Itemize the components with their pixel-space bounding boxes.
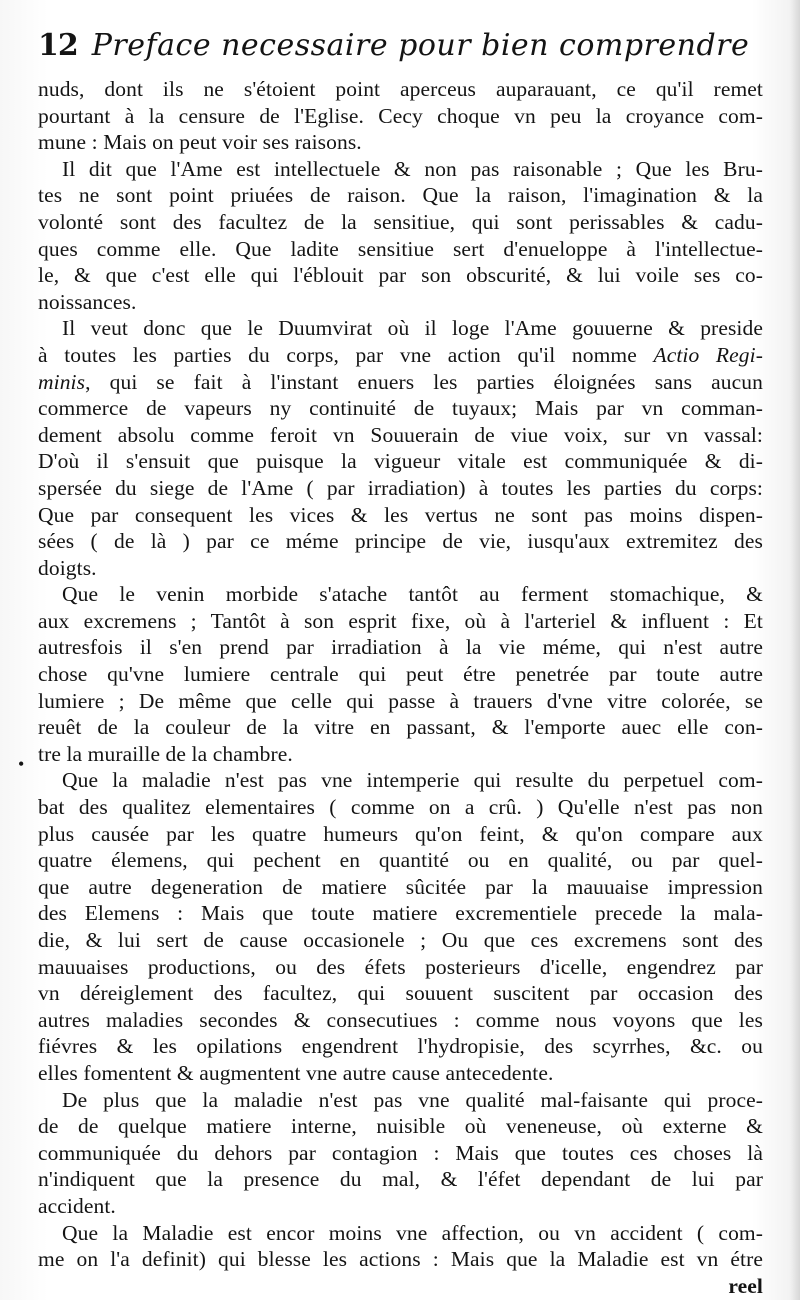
text-line: elles fomentent & augmentent vne autre cause antecedente. — [38, 1060, 554, 1085]
text-line: n'indiquent que la presence du mal, & l'éfet dependant de lui par — [38, 1167, 763, 1192]
text-line: aux excremens ; Tantôt à son esprit fixe, où à l'arteriel & influent : Et — [38, 608, 763, 633]
text-line: reuêt de la couleur de la vitre en passant, & l'emporte auec elle con- — [38, 715, 763, 740]
running-title: Preface necessaire pour bien comprendre — [91, 28, 750, 63]
text-line: commerce de vapeurs ny continuité de tuyaux; Mais par vn comman- — [38, 396, 763, 421]
text-line: ques comme elle. Que ladite sensitiue sert d'enueloppe à l'intellectue- — [38, 236, 763, 261]
text-line: tes ne sont point priuées de raison. Que la raison, l'imagination & la — [38, 183, 763, 208]
text-line: autres maladies secondes & consecutiues : comme nous voyons que les — [38, 1007, 763, 1032]
text-line: Il veut donc que le Duumvirat où il loge l'Ame gouuerne & preside — [62, 316, 763, 341]
text-line: quatre élemens, qui pechent en quantité ou en qualité, ou par quel- — [38, 848, 763, 873]
body-text — [38, 76, 763, 1299]
catchword: reel — [728, 1273, 763, 1298]
text-line: Que le venin morbide s'atache tantôt au ferment stomachique, & — [62, 582, 763, 607]
text-line: Que par consequent les vices & les vertus ne sont pas moins dispen- — [38, 502, 763, 527]
text-line: mune : Mais on peut voir ses raisons. — [38, 130, 362, 155]
text-line: Il dit que l'Ame est intellectuele & non pas raisonable ; Que les Bru- — [62, 156, 763, 181]
page-edge-shadow — [790, 0, 800, 1300]
text-line: pourtant à la censure de l'Eglise. Cecy choque vn peu la croyance com- — [38, 103, 763, 128]
text-line: volonté sont des facultez de la sensitiue, qui sont perissables & cadu- — [38, 209, 763, 234]
text-line: sées ( de là ) par ce méme principe de vie, iusqu'aux extremitez des — [38, 529, 763, 554]
text-line: de de quelque matiere interne, nuisible où veneneuse, où externe & — [38, 1114, 763, 1139]
text-line: plus causée par les quatre humeurs qu'on feint, & qu'on compare aux — [38, 821, 763, 846]
margin-bullet-mark: • — [18, 754, 25, 774]
text-line: minis, qui se fait à l'instant enuers les parties éloignées sans aucun — [38, 369, 763, 394]
text-line: que autre degeneration de matiere sûcitée par la mauuaise impression — [38, 874, 763, 899]
text-line: tre la muraille de la chambre. — [38, 741, 293, 766]
text-line: Que la maladie n'est pas vne intemperie qui resulte du perpetuel com- — [62, 768, 763, 793]
text-line: doigts. — [38, 555, 97, 580]
text-line: bat des qualitez elementaires ( comme on a crû. ) Qu'elle n'est pas non — [38, 795, 763, 820]
text-line: communiquée du dehors par contagion : Mais que toutes ces choses là — [38, 1140, 763, 1165]
text-line: des Elemens : Mais que toute matiere excrementiele precede la mala- — [38, 901, 763, 926]
text-line: mauuaises productions, ou des éfets posterieurs d'icelle, engendrez par — [38, 954, 763, 979]
text-line: nuds, dont ils ne s'étoient point aperceus auparauant, ce qu'il remet — [38, 77, 763, 101]
text-line: accident. — [38, 1193, 116, 1218]
text-line: Que la Maladie est encor moins vne affection, ou vn accident ( com- — [62, 1220, 763, 1245]
text-line: le, & que c'est elle qui l'éblouit par son obscurité, & lui voile ses co- — [38, 263, 763, 288]
text-line: fiévres & les opilations engendrent l'hydropisie, des scyrrhes, &c. ou — [38, 1034, 763, 1059]
text-line: D'où il s'ensuit que puisque la vigueur vitale est communiquée & di- — [38, 449, 763, 474]
text-line: die, & lui sert de cause occasionele ; Ou que ces excremens sont des — [38, 928, 763, 952]
text-line: vn déreiglement des facultez, qui souuent suscitent par occasion des — [38, 981, 763, 1006]
text-line: dement absolu comme feroit vn Souuerain de viue voix, sur vn vassal: — [38, 422, 763, 447]
text-line: spersée du siege de l'Ame ( par irradiation) à toutes les parties du corps: — [38, 475, 763, 500]
text-line: lumiere ; De même que celle qui passe à trauers d'vne vitre colorée, se — [38, 688, 763, 713]
text-line: autresfois il s'en prend par irradiation à la vie méme, qui n'est autre — [38, 635, 763, 660]
text-line: noissances. — [38, 289, 137, 314]
text-line: chose qu'vne lumiere centrale qui peut étre penetrée par toute autre — [38, 662, 763, 687]
page-number: 12 — [38, 28, 78, 63]
running-head — [38, 28, 758, 80]
text-line: à toutes les parties du corps, par vne action qu'il nomme Actio Regi- — [38, 342, 763, 367]
text-line: De plus que la maladie n'est pas vne qualité mal-faisante qui proce- — [62, 1087, 763, 1112]
text-line: me on l'a definit) qui blesse les actions : Mais que la Maladie est vn étre — [38, 1247, 763, 1272]
